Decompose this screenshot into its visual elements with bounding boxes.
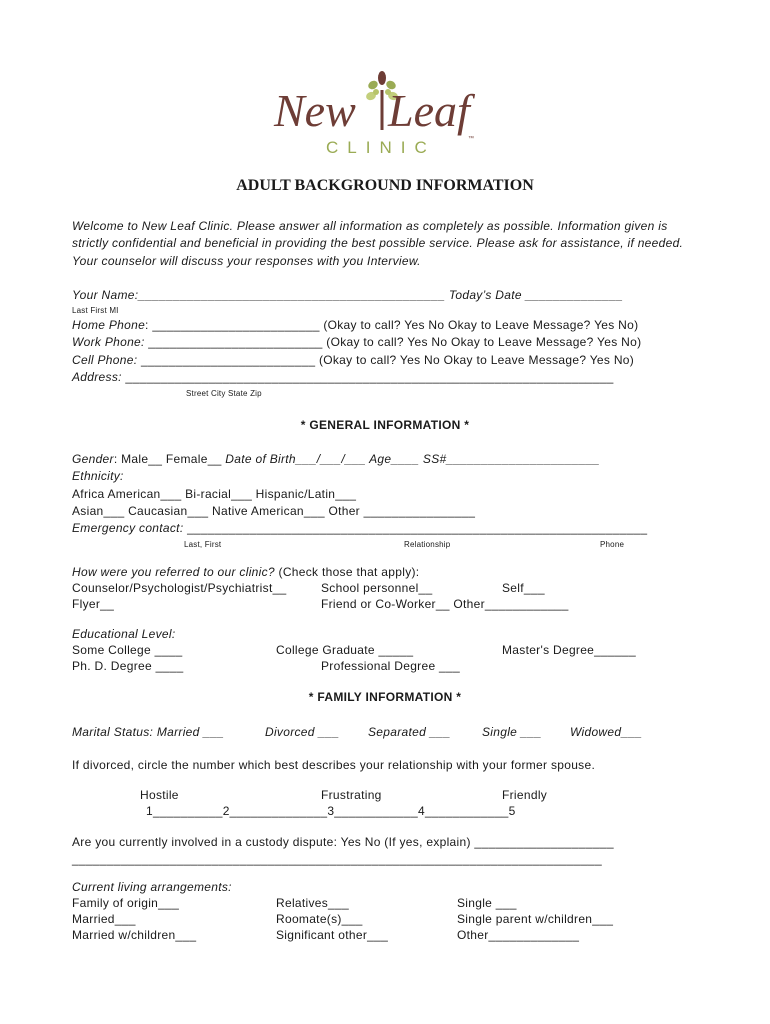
form-title: ADULT BACKGROUND INFORMATION (236, 177, 534, 194)
ethnicity-row-1[interactable]: Africa American___ Bi-racial___ Hispanic/Latin___ (72, 487, 357, 501)
family-info-heading: * FAMILY INFORMATION * (308, 690, 462, 704)
edu-phd[interactable]: Ph. D. Degree ____ (72, 659, 184, 673)
scale-friendly: Friendly (502, 788, 548, 802)
trademark-symbol: ™ (468, 136, 474, 142)
relationship-scale[interactable]: 1__________2______________3____________4____________5 (146, 804, 516, 818)
edu-college-graduate[interactable]: College Graduate _____ (276, 643, 414, 657)
referral-counselor[interactable]: Counselor/Psychologist/Psychiatrist__ (72, 581, 287, 595)
gender-options: : Male__ Female__ (113, 452, 222, 466)
intro-line-2: strictly confidential and beneficial in providing the best possible service. Please ask for assistance, if needed. (72, 236, 684, 250)
edu-some-college[interactable]: Some College ____ (72, 643, 183, 657)
logo-word-new: New (274, 85, 356, 136)
scale-frustrating: Frustrating (321, 788, 382, 802)
living-married[interactable]: Married___ (72, 912, 136, 926)
work-phone-field[interactable] (72, 335, 641, 349)
referral-question-note: (Check those that apply): (274, 565, 420, 579)
emergency-hint-relationship: Relationship (404, 540, 451, 549)
ethnicity-row-2[interactable]: Asian___ Caucasian___ Native American___ Other ________________ (72, 504, 476, 518)
home-phone-label: Home Phone (72, 318, 146, 332)
living-significant-other[interactable]: Significant other___ (276, 928, 389, 942)
intro-line-1: Welcome to New Leaf Clinic. Please answer all information as completely as possible. Information given is (72, 219, 668, 233)
custody-explain-line[interactable]: ____________________________________________________________________________ (72, 852, 603, 866)
emergency-hint-name: Last, First (184, 540, 222, 549)
gender-label: Gender (72, 452, 114, 466)
address-label: Address: (72, 370, 122, 384)
address-field[interactable] (72, 370, 614, 384)
general-info-heading: * GENERAL INFORMATION * (300, 418, 470, 432)
emergency-line: __________________________________________________________________ (183, 521, 648, 535)
clinic-logo (270, 66, 500, 166)
living-single-parent[interactable]: Single parent w/children___ (457, 912, 614, 926)
marital-single[interactable]: Single ___ (482, 725, 542, 739)
referral-flyer[interactable]: Flyer__ (72, 597, 115, 611)
name-date-field[interactable]: Your Name:____________________________________________ Today’s Date ______________ (72, 288, 624, 302)
gender-dob-field[interactable] (72, 452, 600, 466)
referral-self[interactable]: Self___ (502, 581, 545, 595)
referral-friend-other[interactable]: Friend or Co-Worker__ Other____________ (321, 597, 569, 611)
logo-clinic-text: CLINIC (326, 138, 436, 157)
education-label: Educational Level: (72, 627, 176, 641)
living-family-origin[interactable]: Family of origin___ (72, 896, 180, 910)
living-roommates[interactable]: Roomate(s)___ (276, 912, 363, 926)
emergency-contact-field[interactable] (72, 521, 647, 535)
living-label: Current living arrangements: (72, 880, 232, 894)
work-phone-label: Work Phone: (72, 335, 145, 349)
edu-professional[interactable]: Professional Degree ___ (321, 659, 460, 673)
cell-phone-label: Cell Phone: (72, 353, 138, 367)
intro-line-3: Your counselor will discuss your responses with you Interview. (72, 254, 421, 268)
logo-word-leaf: Leaf (388, 85, 470, 136)
referral-school[interactable]: School personnel__ (321, 581, 433, 595)
home-phone-field[interactable] (72, 318, 638, 332)
cell-phone-field[interactable] (72, 353, 634, 367)
work-phone-rest: _________________________ (Okay to call? Yes No Okay to Leave Message? Yes No) (144, 335, 642, 349)
dob-age-ssn: Date of Birth___/___/___ Age____ SS#______________________ (221, 452, 600, 466)
marital-separated[interactable]: Separated ___ (368, 725, 451, 739)
living-other[interactable]: Other_____________ (457, 928, 580, 942)
living-married-children[interactable]: Married w/children___ (72, 928, 197, 942)
cell-phone-rest: _________________________ (Okay to call? Yes No Okay to Leave Message? Yes No) (137, 353, 635, 367)
ethnicity-label: Ethnicity: (72, 469, 124, 483)
emergency-label: Emergency contact: (72, 521, 184, 535)
name-hint: Last First MI (72, 306, 119, 315)
divorce-question: If divorced, circle the number which best describes your relationship with your former spouse. (72, 758, 596, 772)
address-rest: ______________________________________________________________________ (121, 370, 614, 384)
edu-masters[interactable]: Master's Degree______ (502, 643, 636, 657)
referral-question-text: How were you referred to our clinic? (72, 565, 275, 579)
address-hint: Street City State Zip (186, 389, 262, 398)
marital-divorced[interactable]: Divorced ___ (265, 725, 340, 739)
referral-question (72, 565, 419, 579)
emergency-hint-phone: Phone (600, 540, 625, 549)
home-phone-rest: : ________________________ (Okay to call? Yes No Okay to Leave Message? Yes No) (145, 318, 639, 332)
scale-hostile: Hostile (140, 788, 179, 802)
custody-question[interactable]: Are you currently involved in a custody dispute: Yes No (If yes, explain) ____________________ (72, 835, 614, 849)
living-single[interactable]: Single ___ (457, 896, 517, 910)
marital-married[interactable]: Marital Status: Married ___ (72, 725, 225, 739)
living-relatives[interactable]: Relatives___ (276, 896, 349, 910)
marital-widowed[interactable]: Widowed___ (570, 725, 643, 739)
